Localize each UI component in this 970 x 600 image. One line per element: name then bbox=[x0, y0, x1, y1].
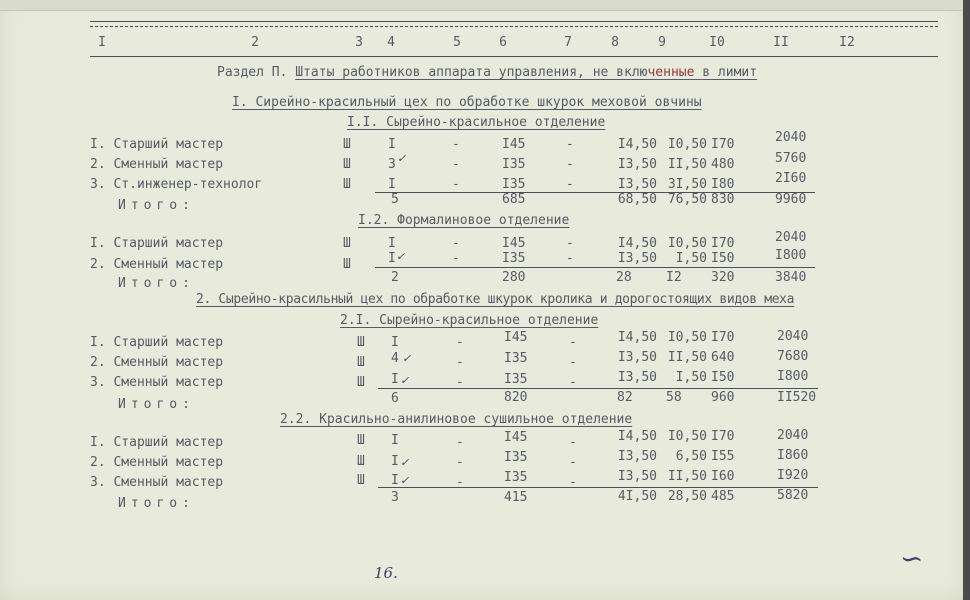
row-col11: I800 bbox=[775, 248, 807, 263]
row-category: Ш bbox=[343, 236, 351, 251]
row-salary: I35 bbox=[504, 372, 528, 387]
section-heading bbox=[217, 66, 757, 80]
row-salary: I35 bbox=[504, 450, 528, 465]
row-col8: I4,50 bbox=[617, 236, 657, 251]
col-num-4: 4 bbox=[387, 35, 395, 50]
row-salary: I35 bbox=[502, 157, 526, 172]
row-category: Ш bbox=[357, 473, 365, 488]
row-col10: I80 bbox=[711, 177, 735, 192]
row-col8: I3,50 bbox=[617, 469, 657, 484]
row-col10: I50 bbox=[711, 251, 735, 266]
total-rule bbox=[378, 388, 818, 389]
check-mark: ✓ bbox=[400, 374, 410, 387]
col-num-9: 9 bbox=[658, 35, 666, 50]
row-col9: 3I,50 bbox=[667, 177, 707, 192]
row-category: Ш bbox=[343, 257, 351, 272]
row-category: Ш bbox=[343, 157, 351, 172]
total-col10: 830 bbox=[711, 192, 735, 207]
total-salary: 415 bbox=[504, 490, 528, 505]
total-label: Итого: bbox=[118, 276, 195, 291]
row-col11: 2040 bbox=[777, 329, 809, 344]
total-col10: 960 bbox=[711, 390, 735, 405]
row-dash: - bbox=[566, 236, 574, 251]
total-col10: 320 bbox=[711, 270, 735, 285]
row-salary: I35 bbox=[504, 470, 528, 485]
row-name: 2. Сменный мастер bbox=[90, 455, 224, 470]
row-salary: I45 bbox=[502, 137, 526, 152]
row-count: I bbox=[391, 335, 399, 350]
row-col8: I4,50 bbox=[617, 330, 657, 345]
row-col11: 7680 bbox=[777, 349, 809, 364]
row-category: Ш bbox=[343, 137, 351, 152]
row-name: I. Старший мастер bbox=[90, 435, 224, 450]
row-col8: I4,50 bbox=[617, 137, 657, 152]
col-num-2: 2 bbox=[251, 35, 259, 50]
row-count: I bbox=[391, 372, 399, 387]
row-col9: II,50 bbox=[667, 350, 707, 365]
total-salary: 820 bbox=[504, 390, 528, 405]
row-col10: 480 bbox=[711, 157, 735, 172]
signature-mark: ∽ bbox=[900, 542, 924, 575]
row-dash: - bbox=[569, 335, 577, 350]
row-dash: - bbox=[566, 157, 574, 172]
section-heading-text: Штаты работников аппарата управления, не включенные в лимит bbox=[295, 65, 758, 80]
col-num-11: II bbox=[773, 35, 789, 50]
total-col11: 5820 bbox=[777, 488, 809, 503]
total-label: Итого: bbox=[118, 198, 195, 213]
row-name: I. Старший мастер bbox=[90, 236, 224, 251]
row-col10: I70 bbox=[711, 330, 735, 345]
row-col10: I70 bbox=[711, 429, 735, 444]
row-dash: - bbox=[566, 137, 574, 152]
row-dash: - bbox=[456, 435, 464, 450]
row-count: 3 bbox=[388, 157, 396, 172]
col-num-12: I2 bbox=[839, 35, 855, 50]
row-count: I bbox=[391, 454, 399, 469]
row-category: Ш bbox=[343, 177, 351, 192]
header-rule-top bbox=[90, 21, 938, 22]
row-col10: I70 bbox=[711, 236, 735, 251]
row-col8: I3,50 bbox=[617, 449, 657, 464]
row-dash: - bbox=[569, 375, 577, 390]
col-num-7: 7 bbox=[564, 35, 572, 50]
row-category: Ш bbox=[357, 355, 365, 370]
row-dash: - bbox=[456, 475, 464, 490]
row-col9: I,50 bbox=[675, 370, 707, 385]
row-col9: I0,50 bbox=[667, 236, 707, 251]
row-category: Ш bbox=[357, 335, 365, 350]
col-num-1: I bbox=[98, 35, 106, 50]
row-name: 2. Сменный мастер bbox=[90, 355, 224, 370]
total-label: Итого: bbox=[118, 496, 195, 511]
total-col9: 76,50 bbox=[667, 192, 707, 207]
row-category: Ш bbox=[357, 375, 365, 390]
header-rule-top-2 bbox=[90, 26, 938, 27]
subsection-1-1-title: I.I. Сырейно-красильное отделение bbox=[347, 115, 606, 130]
subsection-1-2-title: I.2. Формалиновое отделение bbox=[358, 213, 570, 228]
row-dash: - bbox=[456, 455, 464, 470]
total-count: 2 bbox=[391, 270, 399, 285]
col-num-10: I0 bbox=[709, 35, 725, 50]
row-count: I bbox=[388, 236, 396, 251]
row-name: I. Старший мастер bbox=[90, 137, 224, 152]
row-col9: I0,50 bbox=[667, 137, 707, 152]
row-col9: II,50 bbox=[667, 469, 707, 484]
row-name: 3. Сменный мастер bbox=[90, 375, 224, 390]
row-salary: I45 bbox=[504, 430, 528, 445]
total-col8: 82 bbox=[617, 390, 633, 405]
total-col11: II520 bbox=[777, 390, 817, 405]
total-col8: 4I,50 bbox=[617, 489, 657, 504]
total-col10: 485 bbox=[711, 489, 735, 504]
row-dash: - bbox=[452, 251, 460, 266]
check-mark: ✓ bbox=[396, 250, 406, 263]
row-dash: - bbox=[452, 157, 460, 172]
total-col9: 58 bbox=[666, 390, 682, 405]
row-count: I bbox=[388, 177, 396, 192]
row-dash: - bbox=[452, 177, 460, 192]
row-dash: - bbox=[456, 375, 464, 390]
row-dash: - bbox=[569, 435, 577, 450]
total-count: 3 bbox=[391, 490, 399, 505]
total-col11: 3840 bbox=[775, 270, 807, 285]
row-count: 4 bbox=[391, 351, 399, 366]
check-mark: ✓ bbox=[397, 152, 407, 165]
row-col11: I860 bbox=[777, 448, 809, 463]
row-col9: I,50 bbox=[675, 251, 707, 266]
row-dash: - bbox=[569, 355, 577, 370]
row-name: I. Старший мастер bbox=[90, 335, 224, 350]
total-col9: 28,50 bbox=[667, 489, 707, 504]
row-count: I bbox=[391, 433, 399, 448]
handwritten-correction: ченные bbox=[647, 65, 695, 80]
row-salary: I35 bbox=[504, 351, 528, 366]
row-col10: I60 bbox=[711, 469, 735, 484]
subsection-2-2-title: 2.2. Красильно-анилиновое сушильное отделение bbox=[280, 412, 633, 427]
row-col9: I0,50 bbox=[667, 330, 707, 345]
row-col11: 2I60 bbox=[775, 171, 807, 186]
total-salary: 280 bbox=[502, 270, 526, 285]
row-col11: 2040 bbox=[775, 230, 807, 245]
col-num-5: 5 bbox=[453, 35, 461, 50]
row-name: 2. Сменный мастер bbox=[90, 157, 224, 172]
total-col8: 68,50 bbox=[617, 192, 657, 207]
group-2-title: 2. Сырейно-красильный цех по обработке шкурок кролика и дорогостоящих видов меха bbox=[196, 292, 795, 307]
total-label: Итого: bbox=[118, 397, 195, 412]
row-category: Ш bbox=[357, 454, 365, 469]
row-count: I bbox=[388, 251, 396, 266]
row-col9: 6,50 bbox=[675, 449, 707, 464]
col-num-8: 8 bbox=[611, 35, 619, 50]
total-count: 6 bbox=[391, 391, 399, 406]
total-rule bbox=[375, 267, 815, 268]
row-col8: I3,50 bbox=[617, 177, 657, 192]
row-salary: I45 bbox=[502, 236, 526, 251]
row-dash: - bbox=[456, 355, 464, 370]
row-col8: I3,50 bbox=[617, 350, 657, 365]
row-dash: - bbox=[569, 455, 577, 470]
row-col11: 5760 bbox=[775, 151, 807, 166]
row-salary: I35 bbox=[502, 251, 526, 266]
col-num-3: 3 bbox=[355, 35, 363, 50]
row-salary: I45 bbox=[504, 330, 528, 345]
row-col10: I50 bbox=[711, 370, 735, 385]
row-dash: - bbox=[452, 137, 460, 152]
total-rule bbox=[375, 192, 815, 193]
row-name: 3. Сменный мастер bbox=[90, 475, 224, 490]
group-1-title: I. Сирейно-красильный цех по обработке шкурок меховой овчины bbox=[232, 95, 702, 110]
subsection-2-1-title: 2.I. Сырейно-красильное отделение bbox=[340, 313, 599, 328]
row-col9: I0,50 bbox=[667, 429, 707, 444]
row-col10: I70 bbox=[711, 137, 735, 152]
row-col8: I3,50 bbox=[617, 370, 657, 385]
row-dash: - bbox=[566, 251, 574, 266]
row-dash: - bbox=[456, 335, 464, 350]
row-dash: - bbox=[569, 475, 577, 490]
total-col9: I2 bbox=[666, 270, 682, 285]
row-col8: I3,50 bbox=[617, 157, 657, 172]
row-salary: I35 bbox=[502, 177, 526, 192]
row-col11: I920 bbox=[777, 468, 809, 483]
page-number: 16. bbox=[374, 564, 398, 582]
row-dash: - bbox=[452, 236, 460, 251]
row-count: I bbox=[391, 473, 399, 488]
row-count: I bbox=[388, 137, 396, 152]
total-count: 5 bbox=[391, 192, 399, 207]
row-category: Ш bbox=[357, 433, 365, 448]
check-mark: ✓ bbox=[400, 456, 410, 469]
total-salary: 685 bbox=[502, 192, 526, 207]
section-heading-prefix: Раздел П. bbox=[217, 65, 288, 80]
row-col10: I55 bbox=[711, 449, 735, 464]
row-col9: II,50 bbox=[667, 157, 707, 172]
check-mark: ✓ bbox=[400, 474, 410, 487]
total-col8: 28 bbox=[616, 270, 632, 285]
row-col11: I800 bbox=[777, 369, 809, 384]
row-name: 2. Сменный мастер bbox=[90, 257, 224, 272]
check-mark: ✓ bbox=[402, 352, 412, 365]
row-col10: 640 bbox=[711, 350, 735, 365]
row-col11: 2040 bbox=[777, 428, 809, 443]
row-col8: I3,50 bbox=[617, 251, 657, 266]
top-paper-edge bbox=[0, 0, 963, 11]
header-rule-bottom bbox=[90, 56, 938, 57]
row-name: 3. Ст.инженер-технолог bbox=[90, 177, 263, 192]
row-col8: I4,50 bbox=[617, 429, 657, 444]
row-col11: 2040 bbox=[775, 130, 807, 145]
total-col11: 9960 bbox=[775, 192, 807, 207]
col-num-6: 6 bbox=[499, 35, 507, 50]
total-rule bbox=[378, 487, 818, 488]
row-dash: - bbox=[566, 177, 574, 192]
